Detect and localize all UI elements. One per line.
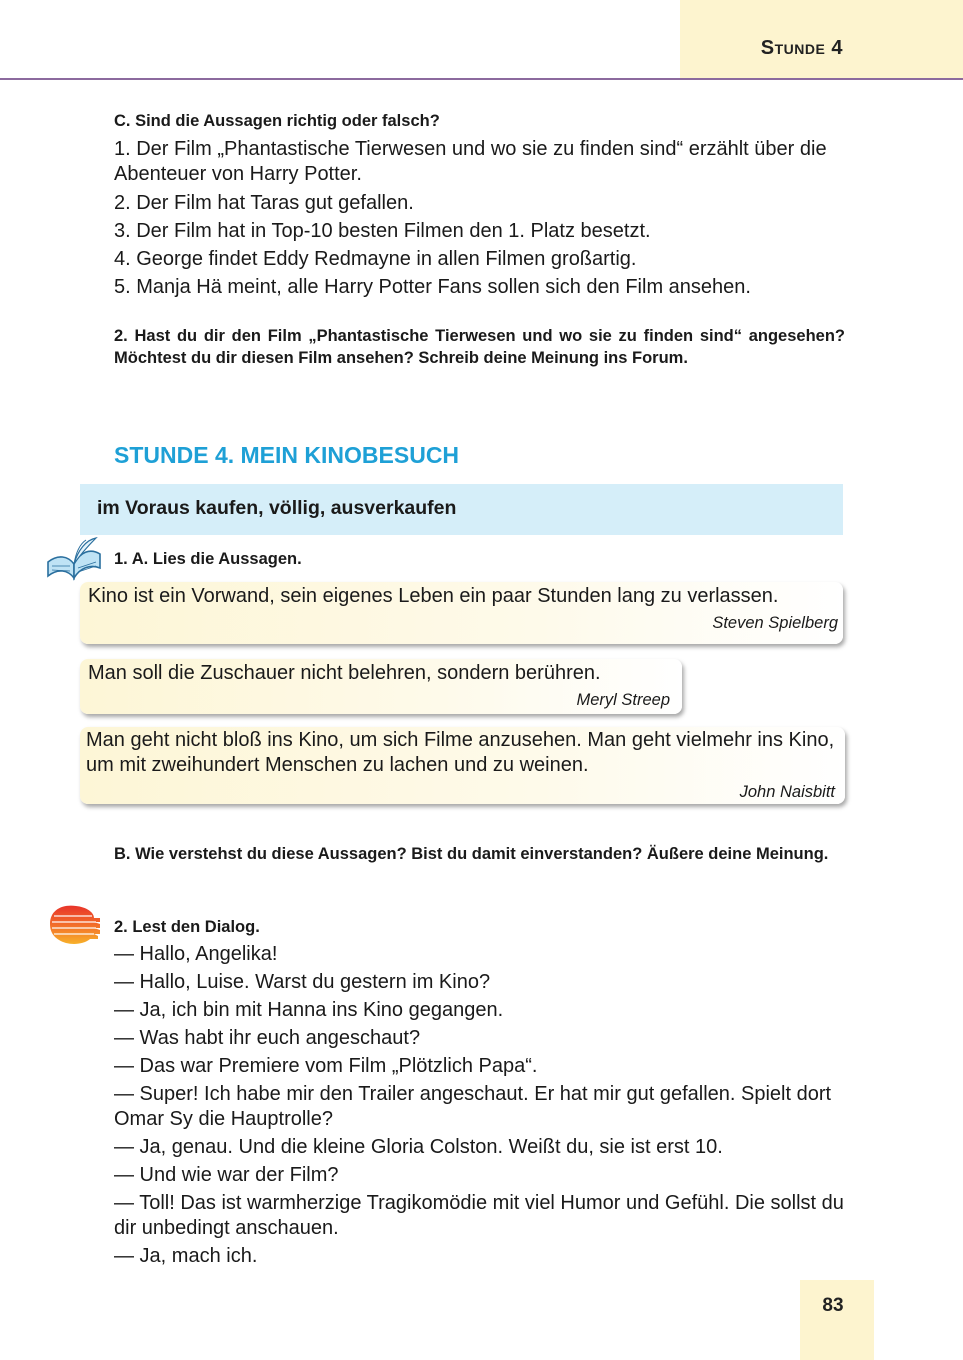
statement-item: 4. George findet Eddy Redmayne in allen Filmen großartig. — [114, 248, 637, 270]
header-rule — [0, 78, 963, 80]
quote-text: Man soll die Zuschauer nicht belehren, sondern berühren. — [88, 662, 601, 684]
statement-item: 2. Der Film hat Taras gut gefallen. — [114, 192, 414, 214]
exercise-1a-task: 1. A. Lies die Aussagen. — [114, 550, 302, 568]
quote-author: Steven Spielberg — [712, 614, 838, 632]
dialog-line: — Super! Ich habe mir den Trailer angeschaut. Er hat mir gut gefallen. Spielt dort Omar Sy die Hauptrolle? — [114, 1083, 832, 1130]
page-number-tab — [800, 1280, 874, 1360]
dialog-line: — Das war Premiere vom Film „Plötzlich Papa“. — [114, 1055, 538, 1077]
statement-item: 5. Manja Hä meint, alle Harry Potter Fans sollen sich den Film ansehen. — [114, 276, 751, 298]
exercise-1b-task: B. Wie verstehst du diese Aussagen? Bist du damit einverstanden? Äußere deine Meinung. — [114, 845, 829, 863]
dialog-line: — Und wie war der Film? — [114, 1164, 339, 1186]
page-number: 83 — [822, 1295, 844, 1316]
quote-text: Man geht nicht bloß ins Kino, um sich Filme anzusehen. Man geht vielmehr ins Kino, um mit zweihundert Menschen zu lachen und zu weinen. — [86, 729, 835, 776]
header-label: Stunde 4 — [760, 37, 843, 59]
lesson-title: STUNDE 4. MEIN KINOBESUCH — [114, 442, 460, 468]
dialog-line: — Ja, ich bin mit Hanna ins Kino gegangen. — [114, 999, 504, 1021]
dialog — [114, 942, 846, 1272]
dialog-line: — Was habt ihr euch angeschaut? — [114, 1027, 421, 1049]
dialog-line: — Hallo, Angelika! — [114, 943, 278, 965]
hands-icon — [44, 902, 104, 946]
dialog-line: — Toll! Das ist warmherzige Tragikomödie mit viel Humor und Gefühl. Die sollst du dir unbedingt anschauen. — [114, 1192, 844, 1239]
dialog-line: — Ja, mach ich. — [114, 1245, 258, 1267]
quote-author: Meryl Streep — [576, 691, 670, 709]
exercise-c-task: C. Sind die Aussagen richtig oder falsch? — [114, 112, 440, 130]
dialog-line: — Hallo, Luise. Warst du gestern im Kino? — [114, 971, 491, 993]
statement-item: 1. Der Film „Phantastische Tierwesen und wo sie zu finden sind“ erzählt über die Abenteuer von Harry Potter. — [114, 138, 827, 185]
exercise-c-statements — [114, 137, 846, 301]
exercise-2-task: 2. Hast du dir den Film „Phantastische Tierwesen und wo sie zu finden sind“ angesehen? Möchtest du dir diesen Film ansehen? Schreib deine Meinung ins Forum. — [114, 327, 845, 367]
quote-text: Kino ist ein Vorwand, sein eigenes Leben ein paar Stunden lang zu verlassen. — [88, 585, 779, 607]
vocabulary-text: im Voraus kaufen, völlig, ausverkaufen — [97, 497, 457, 519]
dialog-line: — Ja, genau. Und die kleine Gloria Colston. Weißt du, sie ist erst 10. — [114, 1136, 723, 1158]
exercise-2b-task: 2. Lest den Dialog. — [114, 918, 260, 936]
open-book-icon — [44, 532, 104, 582]
statement-item: 3. Der Film hat in Top-10 besten Filmen den 1. Platz besetzt. — [114, 220, 651, 242]
quote-author: John Naisbitt — [739, 783, 835, 801]
